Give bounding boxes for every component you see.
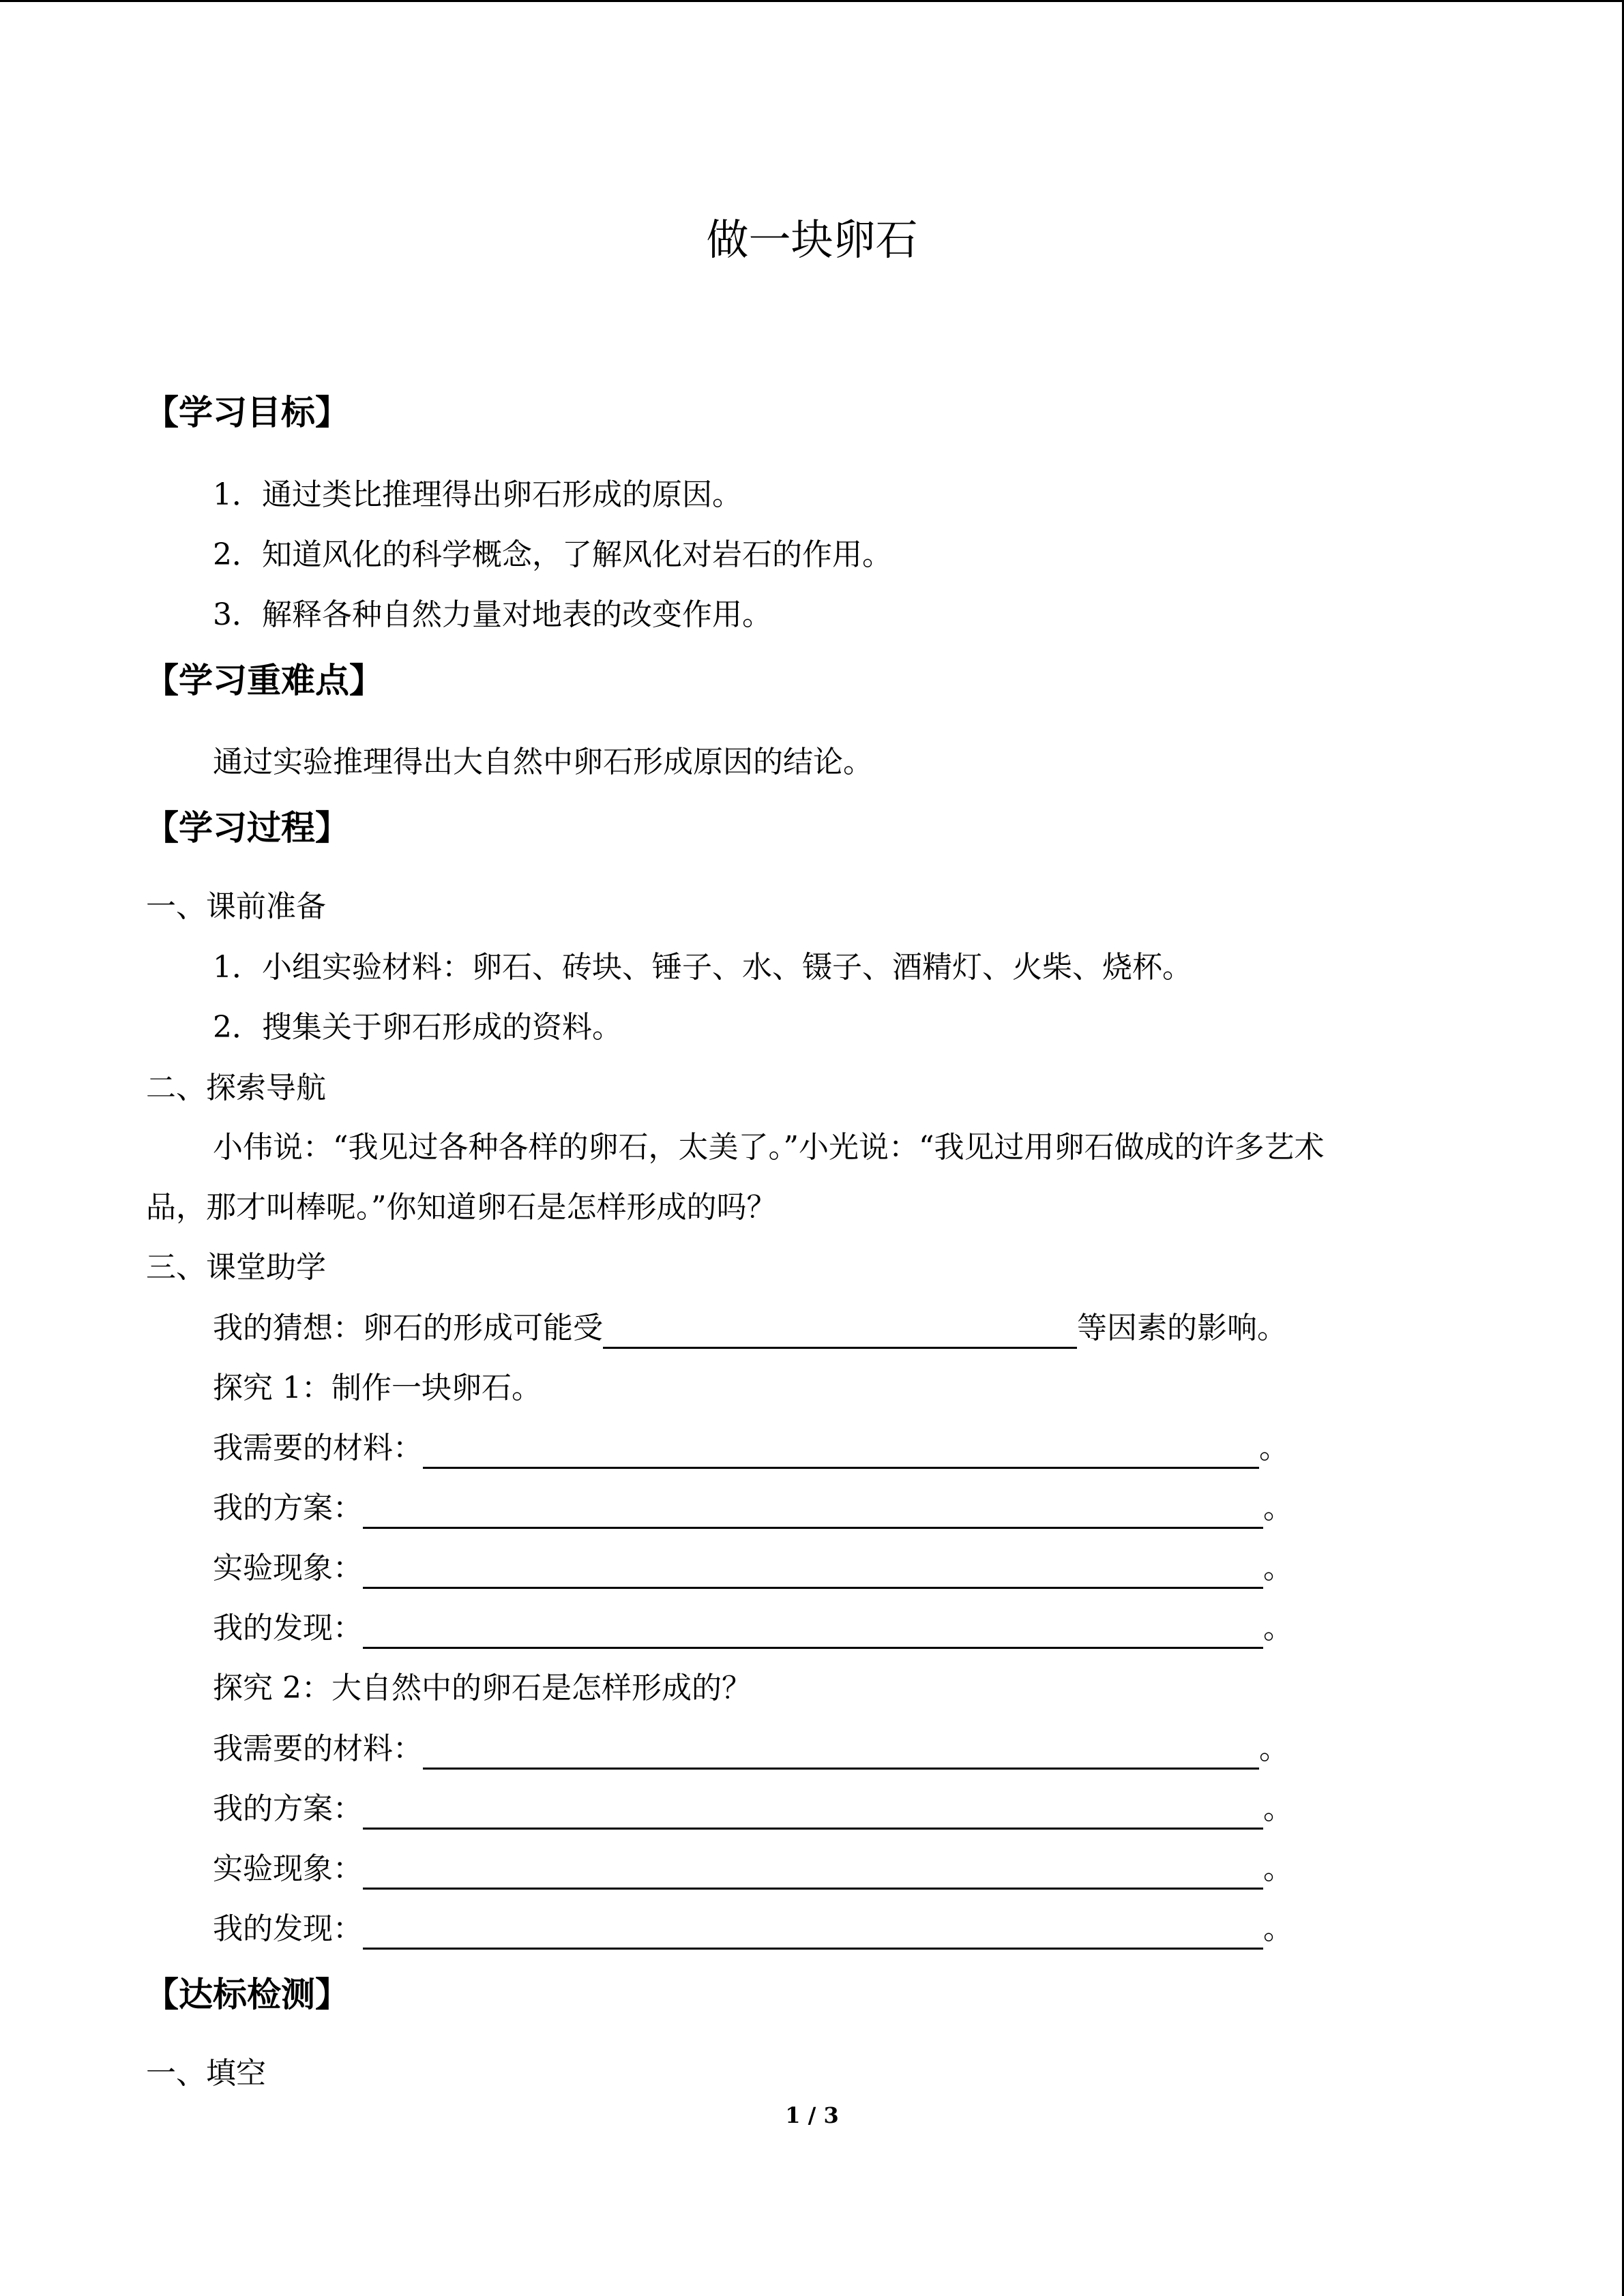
inquiry2-plan-label: 我的方案：	[213, 1791, 363, 1826]
inquiry2-phenomenon-label: 实验现象：	[213, 1851, 363, 1886]
inquiry1-phenomenon-blank[interactable]	[363, 1555, 1263, 1589]
inquiry1-plan-end: 。	[1263, 1491, 1293, 1525]
inquiry2-phenomenon-row	[213, 1849, 1293, 1890]
check-heading: 【达标检测】	[145, 1975, 349, 2014]
inquiry1-phenomenon-row	[213, 1548, 1293, 1589]
guess-blank[interactable]	[603, 1315, 1077, 1349]
inquiry1-plan-row	[213, 1488, 1293, 1529]
page-border-top	[0, 0, 1624, 2]
page-number: 1 / 3	[785, 2102, 839, 2128]
inquiry1-materials-blank[interactable]	[423, 1435, 1259, 1469]
fill-heading: 一、填空	[146, 2056, 266, 2091]
inquiry2-plan-end: 。	[1263, 1791, 1293, 1826]
inquiry1-phenomenon-end: 。	[1263, 1551, 1293, 1585]
inquiry2-materials-row	[213, 1729, 1289, 1770]
prep-heading: 一、课前准备	[146, 889, 326, 924]
inquiry2-title: 探究 2：大自然中的卵石是怎样形成的？	[213, 1671, 752, 1705]
key-points-text: 通过实验推理得出大自然中卵石形成原因的结论。	[213, 745, 873, 779]
inquiry1-title: 探究 1：制作一块卵石。	[213, 1371, 542, 1405]
explore-line-2: 品，那才叫棒呢。”你知道卵石是怎样形成的吗？	[146, 1190, 777, 1225]
inquiry2-plan-row	[213, 1789, 1293, 1830]
guess-row	[213, 1308, 1287, 1349]
inquiry1-finding-row	[213, 1608, 1293, 1649]
inquiry2-phenomenon-end: 。	[1263, 1851, 1293, 1886]
inquiry1-materials-label: 我需要的材料：	[213, 1431, 423, 1465]
inquiry2-phenomenon-blank[interactable]	[363, 1856, 1263, 1890]
prep-item-2: 2．搜集关于卵石形成的资料。	[213, 1010, 622, 1045]
inquiry2-materials-end: 。	[1259, 1731, 1289, 1766]
inquiry2-finding-label: 我的发现：	[213, 1911, 363, 1946]
inquiry1-finding-blank[interactable]	[363, 1615, 1263, 1649]
inquiry2-materials-blank[interactable]	[423, 1736, 1259, 1770]
inquiry1-finding-end: 。	[1263, 1611, 1293, 1645]
inquiry2-plan-blank[interactable]	[363, 1796, 1263, 1830]
page-title: 做一块卵石	[706, 215, 918, 265]
inquiry1-plan-blank[interactable]	[363, 1495, 1263, 1529]
goals-heading: 【学习目标】	[145, 393, 349, 432]
inquiry2-finding-blank[interactable]	[363, 1916, 1263, 1950]
inquiry1-materials-end: 。	[1259, 1431, 1289, 1465]
inquiry1-materials-row	[213, 1428, 1289, 1469]
explore-heading: 二、探索导航	[146, 1071, 326, 1105]
goal-item-3: 3．解释各种自然力量对地表的改变作用。	[213, 597, 772, 632]
inquiry1-phenomenon-label: 实验现象：	[213, 1551, 363, 1585]
inquiry1-finding-label: 我的发现：	[213, 1611, 363, 1645]
inquiry1-plan-label: 我的方案：	[213, 1491, 363, 1525]
inquiry2-materials-label: 我需要的材料：	[213, 1731, 423, 1766]
goal-item-2: 2．知道风化的科学概念，了解风化对岩石的作用。	[213, 537, 892, 572]
guess-suffix: 等因素的影响。	[1077, 1311, 1287, 1345]
inquiry2-finding-row	[213, 1909, 1293, 1950]
process-heading: 【学习过程】	[145, 808, 349, 848]
inquiry2-finding-end: 。	[1263, 1911, 1293, 1946]
explore-line-1: 小伟说：“我见过各种各样的卵石，太美了。”小光说：“我见过用卵石做成的许多艺术	[213, 1130, 1325, 1165]
prep-item-1: 1．小组实验材料：卵石、砖块、锤子、水、镊子、酒精灯、火柴、烧杯。	[213, 950, 1192, 985]
guess-prefix: 我的猜想：卵石的形成可能受	[213, 1311, 603, 1345]
goal-item-1: 1．通过类比推理得出卵石形成的原因。	[213, 477, 742, 512]
class-heading: 三、课堂助学	[146, 1250, 326, 1285]
key-points-heading: 【学习重难点】	[145, 661, 383, 700]
